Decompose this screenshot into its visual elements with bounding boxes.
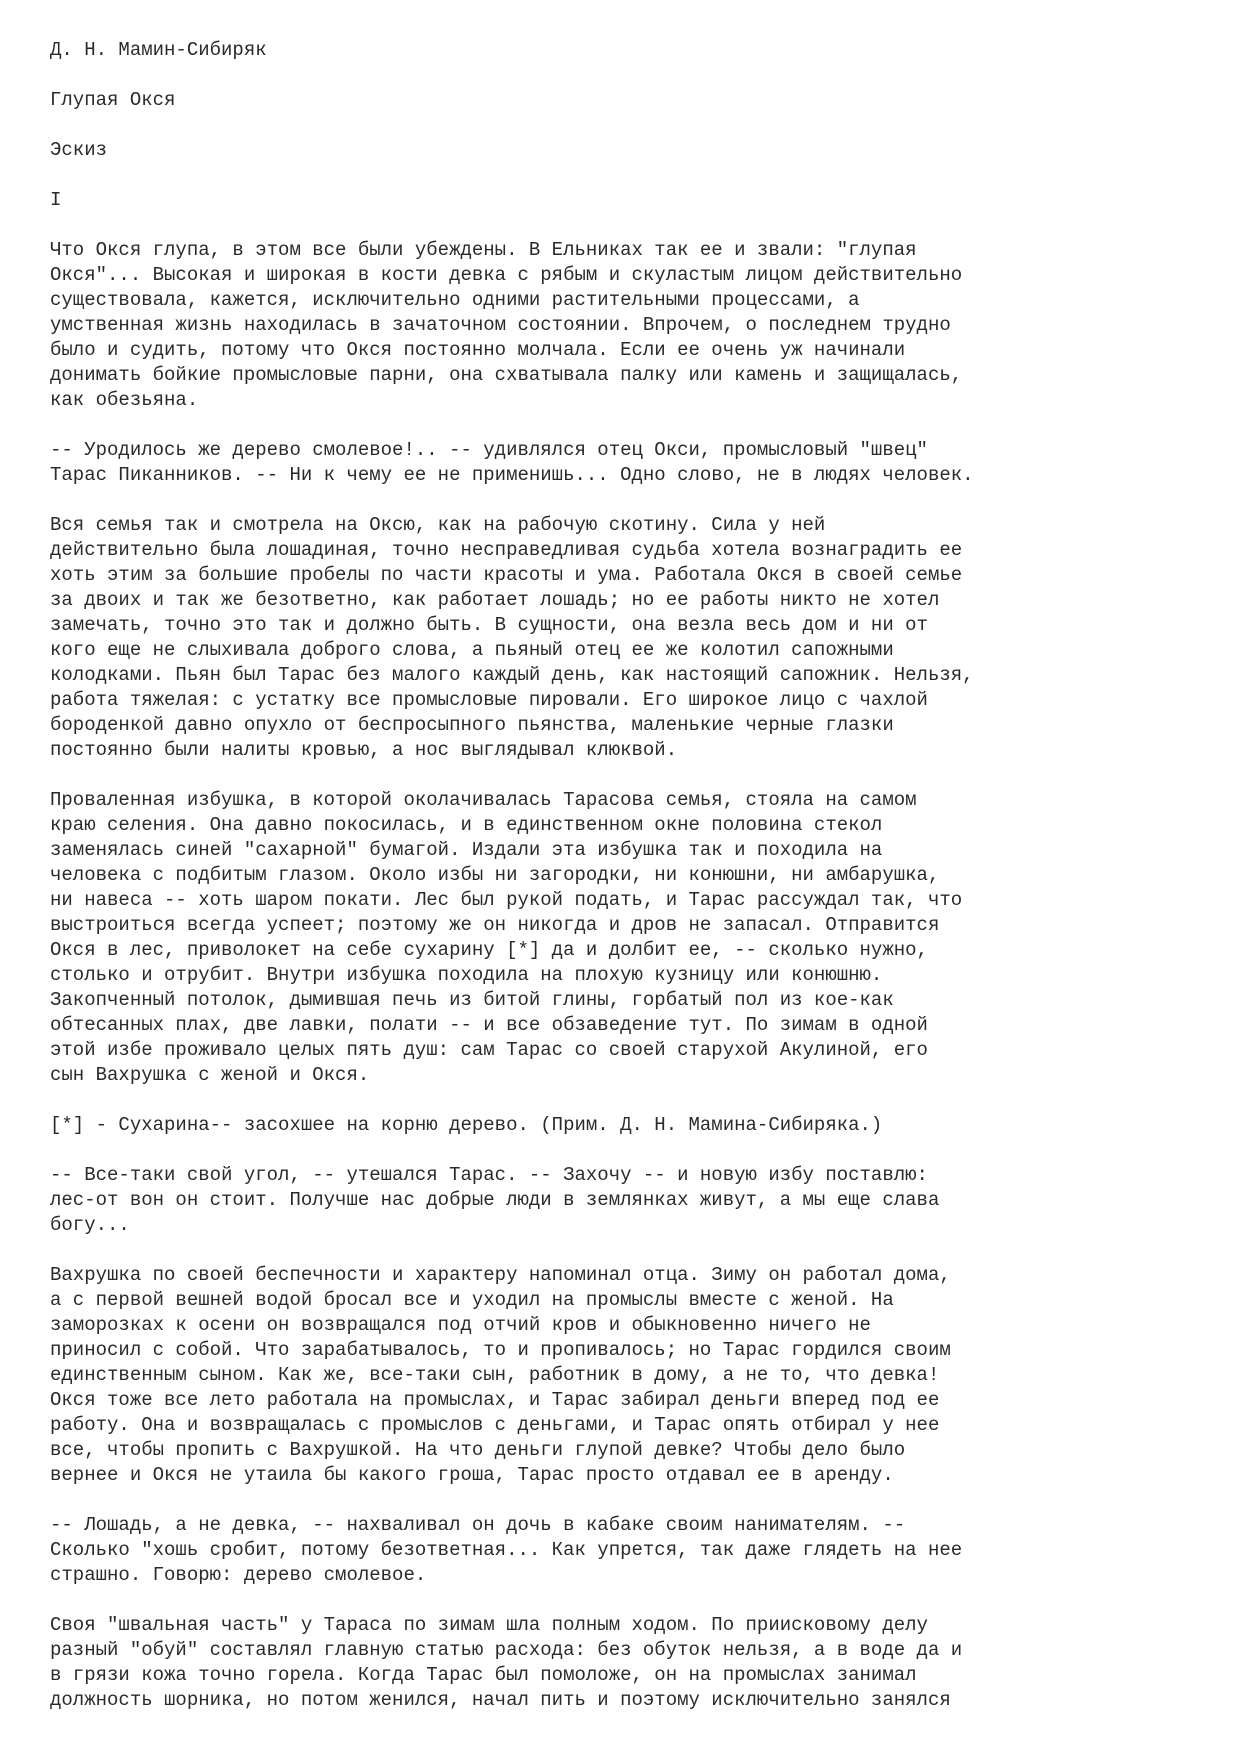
text-line: этой избе проживало целых пять душ: сам Тарас со своей старухой Акулиной, его	[50, 1039, 928, 1061]
text-line: -- Лошадь, а не девка, -- нахваливал он дочь в кабаке своим нанимателям. --	[50, 1514, 906, 1536]
text-line: лес-от вон он стоит. Получше нас добрые люди в землянках живут, а мы еще слава	[50, 1189, 940, 1211]
text-line: [*] - Сухарина-- засохшее на корню дерево. (Прим. Д. Н. Мамина-Сибиряка.)	[50, 1114, 883, 1136]
text-line: богу...	[50, 1214, 130, 1236]
text-line: а с первой вешней водой бросал все и уходил на промыслы вместе с женой. На	[50, 1289, 894, 1311]
body-text	[50, 238, 1210, 1713]
text-line: должность шорника, но потом женился, начал пить и поэтому исключительно занялся	[50, 1689, 951, 1711]
text-line: как обезьяна.	[50, 389, 199, 411]
text-line: Проваленная избушка, в которой околачивалась Тарасова семья, стояла на самом	[50, 789, 917, 811]
text-line: краю селения. Она давно покосилась, и в единственном окне половина стекол	[50, 814, 883, 836]
text-line: в грязи кожа точно горела. Когда Тарас был помоложе, он на промыслах занимал	[50, 1664, 917, 1686]
text-line: постоянно были налиты кровью, а нос выглядывал клюквой.	[50, 739, 678, 761]
text-line: Своя "швальная часть" у Тараса по зимам шла полным ходом. По приисковому делу	[50, 1614, 928, 1636]
paragraph	[50, 1163, 1210, 1238]
text-line: замечать, точно это так и должно быть. В сущности, она везла весь дом и ни от	[50, 614, 928, 636]
text-line: единственным сыном. Как же, все-таки сын, работник в дому, а не то, что девка!	[50, 1364, 940, 1386]
text-line: выстроиться всегда успеет; поэтому же он никогда и дров не запасал. Отправится	[50, 914, 940, 936]
document-page	[50, 38, 1210, 1738]
text-line: Сколько "хошь сробит, потому безответная... Как упрется, так даже глядеть на нее	[50, 1539, 963, 1561]
text-line: страшно. Говорю: дерево смолевое.	[50, 1564, 427, 1586]
text-line: Окся тоже все лето работала на промыслах, и Тарас забирал деньги вперед под ее	[50, 1389, 940, 1411]
text-line: ни навеса -- хоть шаром покати. Лес был рукой подать, и Тарас рассуждал так, что	[50, 889, 963, 911]
text-line: Окся в лес, приволокет на себе сухарину [*] да и долбит ее, -- сколько нужно,	[50, 939, 928, 961]
paragraph	[50, 238, 1210, 413]
paragraph	[50, 1113, 1210, 1138]
text-line: колодками. Пьян был Тарас без малого каждый день, как настоящий сапожник. Нельзя,	[50, 664, 974, 686]
text-line: бороденкой давно опухло от беспросыпного пьянства, маленькие черные глазки	[50, 714, 894, 736]
text-line: донимать бойкие промысловые парни, она схватывала палку или камень и защищалась,	[50, 364, 963, 386]
text-line: Тарас Пиканников. -- Ни к чему ее не применишь... Одно слово, не в людях человек.	[50, 464, 974, 486]
text-line: -- Уродилось же дерево смолевое!.. -- удивлялся отец Окси, промысловый "швец"	[50, 439, 928, 461]
text-line: сын Вахрушка с женой и Окся.	[50, 1064, 370, 1086]
text-line: -- Все-таки свой угол, -- утешался Тарас. -- Захочу -- и новую избу поставлю:	[50, 1164, 928, 1186]
text-line: было и судить, потому что Окся постоянно молчала. Если ее очень уж начинали	[50, 339, 906, 361]
title-line	[50, 88, 1210, 113]
text-line: приносил с собой. Что зарабатывалось, то и пропивалось; но Тарас гордился своим	[50, 1339, 951, 1361]
text-line: работу. Она и возвращалась с промыслов с деньгами, и Тарас опять отбирал у нее	[50, 1414, 940, 1436]
paragraph	[50, 1513, 1210, 1588]
author-line	[50, 38, 1210, 63]
genre-line	[50, 138, 1210, 163]
text-line: Вахрушка по своей беспечности и характеру напоминал отца. Зиму он работал дома,	[50, 1264, 951, 1286]
text-line: разный "обуй" составлял главную статью расхода: без обуток нельзя, а в воде да и	[50, 1639, 963, 1661]
author: Д. Н. Мамин-Сибиряк	[50, 39, 267, 61]
text-line: Вся семья так и смотрела на Оксю, как на рабочую скотину. Сила у ней	[50, 514, 826, 536]
text-line: человека с подбитым глазом. Около избы ни загородки, ни конюшни, ни амбарушка,	[50, 864, 940, 886]
paragraph	[50, 513, 1210, 763]
text-line: существовала, кажется, исключительно одними растительными процессами, а	[50, 289, 860, 311]
paragraph	[50, 788, 1210, 1088]
text-line: хоть этим за большие пробелы по части красоты и ума. Работала Окся в своей семье	[50, 564, 963, 586]
text-line: Окся"... Высокая и широкая в кости девка с рябым и скуластым лицом действительно	[50, 264, 963, 286]
genre: Эскиз	[50, 139, 108, 161]
paragraph	[50, 1263, 1210, 1488]
text-line: кого еще не слыхивала доброго слова, а пьяный отец ее же колотил сапожными	[50, 639, 894, 661]
text-line: работа тяжелая: с устатку все промысловые пировали. Его широкое лицо с чахлой	[50, 689, 928, 711]
chapter-number: I	[50, 189, 62, 211]
text-line: умственная жизнь находилась в зачаточном состоянии. Впрочем, о последнем трудно	[50, 314, 951, 336]
chapter-line	[50, 188, 1210, 213]
text-line: обтесанных плах, две лавки, полати -- и все обзаведение тут. По зимам в одной	[50, 1014, 928, 1036]
text-line: Что Окся глупа, в этом все были убеждены. В Ельниках так ее и звали: "глупая	[50, 239, 917, 261]
text-line: за двоих и так же безответно, как работает лошадь; но ее работы никто не хотел	[50, 589, 940, 611]
text-line: столько и отрубит. Внутри избушка походила на плохую кузницу или конюшню.	[50, 964, 883, 986]
text-line: Закопченный потолок, дымившая печь из битой глины, горбатый пол из кое-как	[50, 989, 894, 1011]
text-line: заморозках к осени он возвращался под отчий кров и обыкновенно ничего не	[50, 1314, 871, 1336]
paragraph	[50, 1613, 1210, 1713]
paragraph	[50, 438, 1210, 488]
text-line: действительно была лошадиная, точно несправедливая судьба хотела вознаградить ее	[50, 539, 963, 561]
text-line: заменялась синей "сахарной" бумагой. Издали эта избушка так и походила на	[50, 839, 883, 861]
text-line: все, чтобы пропить с Вахрушкой. На что деньги глупой девке? Чтобы дело было	[50, 1439, 906, 1461]
text-line: вернее и Окся не утаила бы какого гроша, Тарас просто отдавал ее в аренду.	[50, 1464, 894, 1486]
document-title: Глупая Окся	[50, 89, 176, 111]
